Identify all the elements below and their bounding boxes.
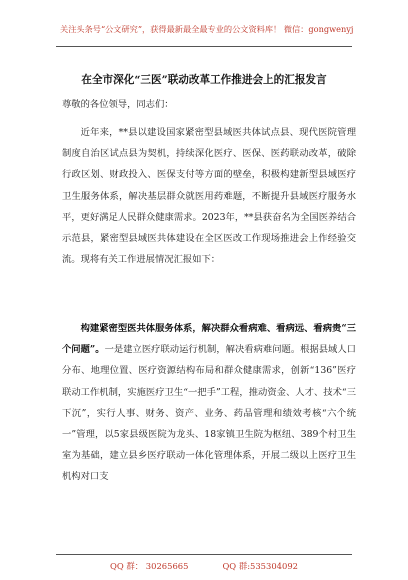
footer-contact [56, 560, 352, 572]
greeting: 尊敬的各位领导，同志们： [62, 99, 174, 110]
paragraph-1: 近年来，**县以建设国家紧密型县域医共体试点县、现代医院管理制度自治区试点县为契机，持续深化医疗、医保、医药联动改革，破除行政区划、财政投入、医保支付等方面的壁垒，积极构建新型县域医疗卫生服务体系，解决基层群众就医用药难题，不断提升县域医疗服务水平，更好满足人民群众健康需求。2023年，**县获奋名为全国医养结合示范县，紧密型县域医共体建设在全区医改工作现场推进会上作经验交流。现将有关工作进展情况汇报如下： [62, 127, 356, 266]
qq-group-2: QQ 群:535304092 [222, 561, 298, 571]
qq-group-1: QQ 群： 30265665 [110, 561, 189, 571]
document-title: 在全市深化“三医”联动改革工作推进会上的汇报发言 [81, 74, 327, 86]
top-divider [56, 46, 352, 47]
paragraph-2-body: 一是建立医疗联动运行机制，解决看病难问题。根据县域人口分布、地理位置、医疗资源结构布局和群众健康需求，创新“136”医疗联动工作机制，实施医疗卫生“一把手”工程，推动资金、人才、技术“三下沉”，实行人事、财务、资产、业务、药品管理和绩效考核“六个统一”管理，以5家县级医院为龙头、18家镇卫生院为枢纽、389个村卫生室为基础，建立县乡医疗联动一体化管理体系，开展二级以上医疗卫生机构对口支 [62, 344, 356, 483]
paragraph-2 [62, 318, 356, 488]
paragraph-2-lead: 构建紧密型医共体服务体系，解决群众看病难、看病远、看病贵“三个问题”。 [62, 323, 356, 356]
top-banner: 关注头条号“公文研究”，获得最新最全最专业的公文资料库！ 微信：gongwenyj [60, 24, 354, 34]
bottom-divider [56, 554, 352, 555]
